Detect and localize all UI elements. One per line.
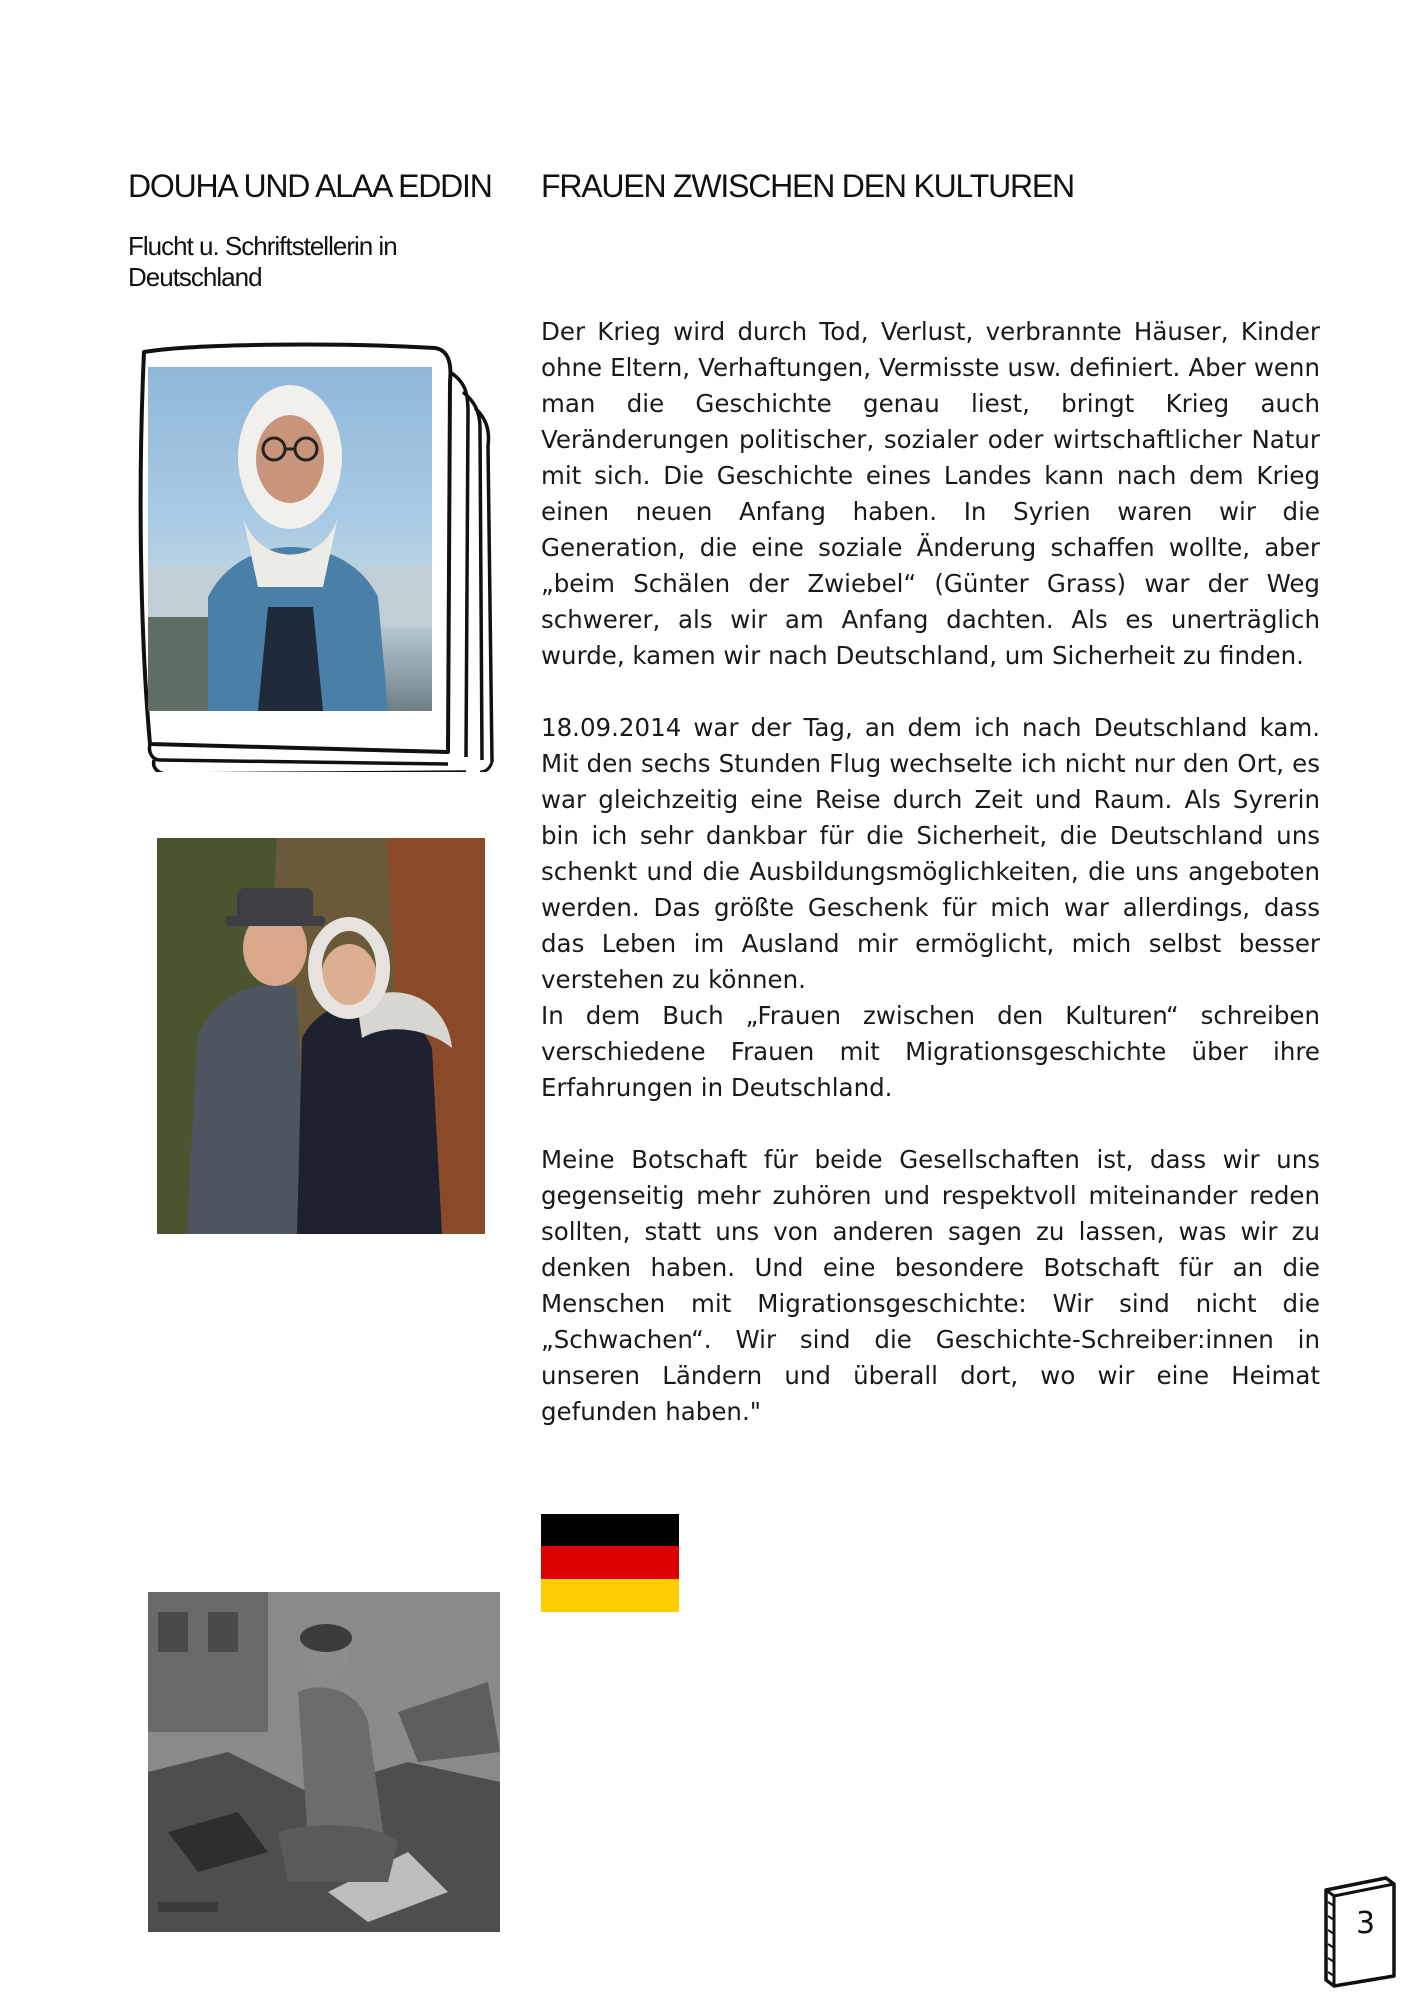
flag-stripe-black bbox=[541, 1514, 679, 1546]
page-number: 3 bbox=[1356, 1906, 1376, 1941]
article-paragraph: Der Krieg wird durch Tod, Verlust, verbrannte Häuser, Kinder ohne Eltern, Verhaftungen, Vermisste usw. definiert. Aber wenn man die Geschichte genau liest, bringt Krieg auch Veränderungen politischer, sozialer oder wirtschaftlicher Natur mit sich. Die Geschichte eines Landes kann nach dem Krieg einen neuen Anfang haben. In Syrien waren wir die Generation, die eine soziale Änderung schaffen wollte, aber „beim Schälen der Zwiebel“ (Günter Grass) war der Weg schwerer, als wir am Anfang dachten. Als es unerträglich wurde, kamen wir nach Deutschland, um Sicherheit zu finden. bbox=[541, 317, 1320, 670]
author-name: DOUHA UND ALAA EDDIN bbox=[128, 168, 492, 204]
historical-photo bbox=[148, 1592, 500, 1932]
article-paragraph: 18.09.2014 war der Tag, an dem ich nach Deutschland kam. Mit den sechs Stunden Flug wechselte ich nicht nur den Ort, es war gleichzeitig eine Reise durch Zeit und Raum. Als Syrerin bin ich sehr dankbar für die Sicherheit, die Deutschland uns schenkt und die Ausbildungsmöglichkeiten, die uns angeboten werden. Das größte Geschenk für mich war allerdings, dass das Leben im Ausland mir ermöglicht, mich selbst besser verstehen zu können. bbox=[541, 713, 1320, 994]
portrait-photo bbox=[148, 367, 432, 711]
article-paragraph: Meine Botschaft für beide Gesellschaften ist, dass wir uns gegenseitig mehr zuhören und respektvoll miteinander reden sollten, statt uns von anderen sagen zu lassen, was wir zu denken haben. Und eine besondere Botschaft für an die Menschen mit Migrationsgeschichte: Wir sind nicht die „Schwachen“. Wir sind die Geschichte-Schreiber:innen in unseren Ländern und überall dort, wo wir eine Heimat gefunden haben." bbox=[541, 1145, 1320, 1426]
subtitle: Flucht u. Schriftstellerin in Deutschland bbox=[128, 231, 397, 292]
flag-stripe-gold bbox=[541, 1579, 679, 1612]
couple-photo bbox=[157, 838, 485, 1234]
book-title: FRAUEN ZWISCHEN DEN KULTUREN bbox=[541, 168, 1074, 204]
flag-stripe-red bbox=[541, 1546, 679, 1578]
article-body bbox=[541, 314, 1320, 1430]
german-flag-icon bbox=[541, 1514, 679, 1612]
article-paragraph: In dem Buch „Frauen zwischen den Kulturen“ schreiben verschiedene Frauen mit Migrationsgeschichte über ihre Erfahrungen in Deutschland. bbox=[541, 1001, 1320, 1102]
